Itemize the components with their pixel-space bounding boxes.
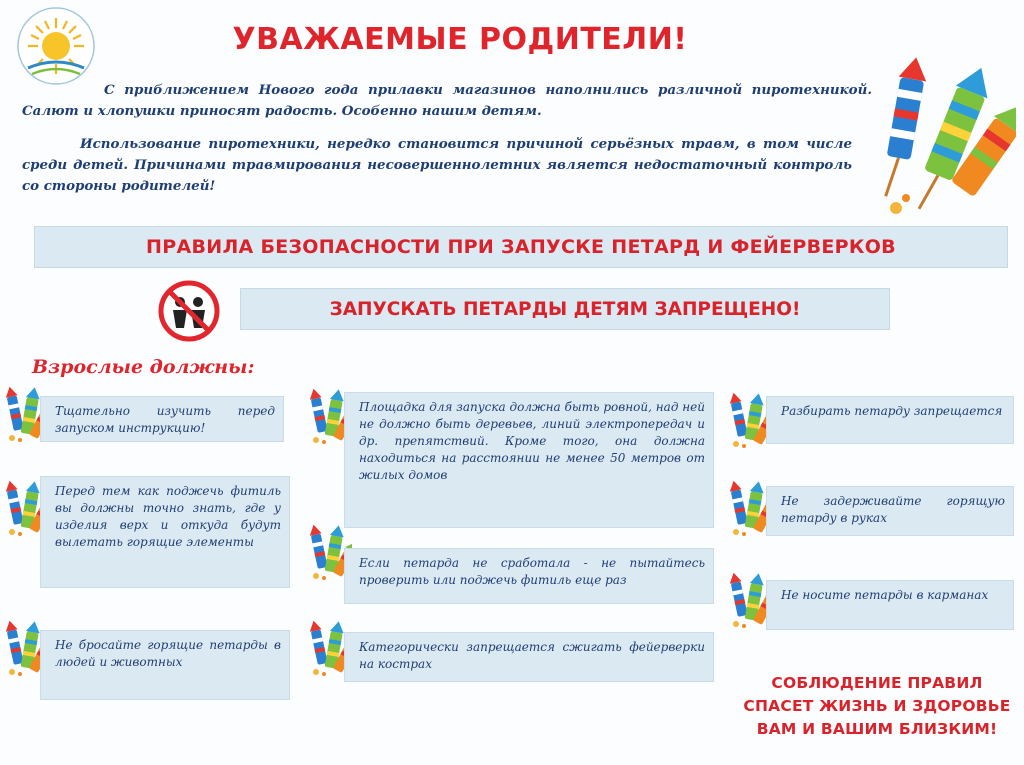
- rule-card: Площадка для запуска должна быть ровной, над ней не должно быть деревьев, линий электропередач и др. препятствий. Кроме того, она должна находиться на расстоянии не менее 50 метров от жилых домов: [344, 392, 714, 528]
- rockets-icon: [866, 48, 1016, 226]
- rule-card: Перед тем как поджечь фитиль вы должны точно знать, где у изделия верх и откуда будут вылетать горящие элементы: [40, 476, 290, 588]
- adults-heading: Взрослые должны:: [32, 356, 255, 378]
- no-children-icon: [158, 280, 220, 342]
- rule-card: Тщательно изучить перед запуском инструкцию!: [40, 396, 284, 442]
- intro-paragraph-2: Использование пиротехники, нередко становится причиной серьёзных травм, в том числе среди детей. Причинами травмирования несовершеннолетних является недостаточный контроль со стороны родителей!: [22, 136, 852, 194]
- page-title: УВАЖАЕМЫЕ РОДИТЕЛИ!: [232, 22, 688, 57]
- rules-banner: ПРАВИЛА БЕЗОПАСНОСТИ ПРИ ЗАПУСКЕ ПЕТАРД И ФЕЙЕРВЕРКОВ: [34, 226, 1008, 268]
- rule-card: Разбирать петарду запрещается: [766, 396, 1014, 444]
- rule-card: Если петарда не сработала - не пытайтесь проверить или поджечь фитиль еще раз: [344, 548, 714, 604]
- ban-message: ЗАПУСКАТЬ ПЕТАРДЫ ДЕТЯМ ЗАПРЕЩЕНО!: [240, 288, 890, 330]
- sun-logo-icon: [16, 6, 96, 86]
- closing-message: СОБЛЮДЕНИЕ ПРАВИЛ СПАСЕТ ЖИЗНЬ И ЗДОРОВЬЕ ВАМ И ВАШИМ БЛИЗКИМ!: [743, 674, 1011, 738]
- rule-card: Категорически запрещается сжигать фейерверки на кострах: [344, 632, 714, 682]
- rule-card: Не носите петарды в карманах: [766, 580, 1014, 630]
- rule-card: Не бросайте горящие петарды в людей и животных: [40, 630, 290, 700]
- intro-paragraph-1: С приближением Нового года прилавки магазинов наполнились различной пиротехникой. Салют и хлопушки приносят радость. Особенно нашим детям.: [22, 82, 872, 119]
- rule-card: Не задерживайте горящую петарду в руках: [766, 486, 1014, 536]
